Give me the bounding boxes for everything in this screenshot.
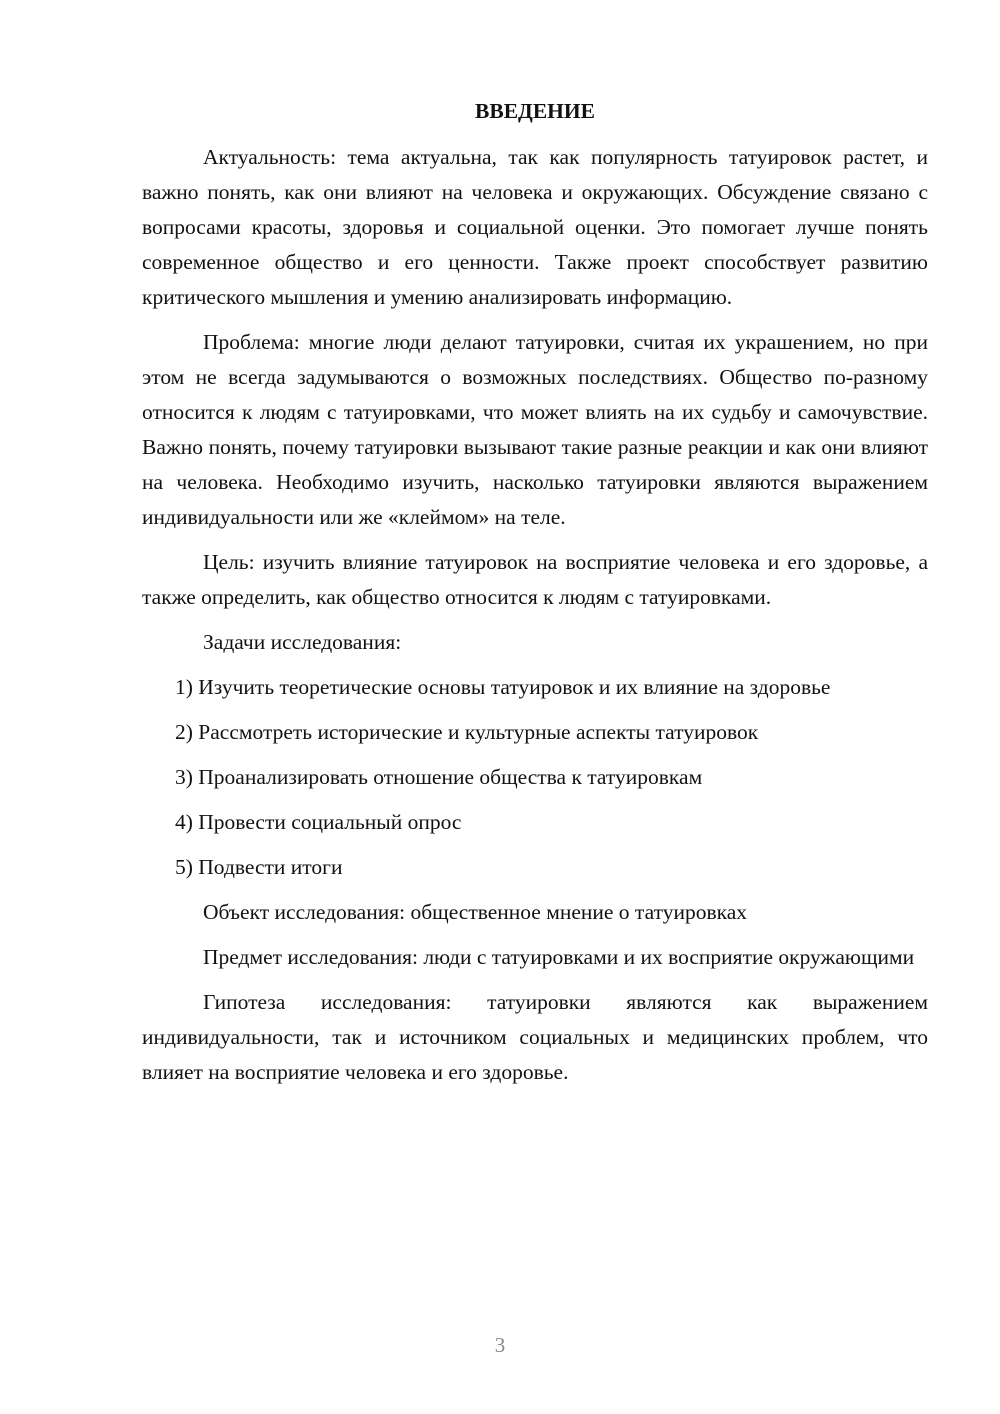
task-item-1: 1) Изучить теоретические основы татуировок и их влияние на здоровье <box>175 675 831 699</box>
hypothesis-paragraph: Гипотеза исследования: татуировки являются как выражением индивидуальности, так и источником социальных и медицинских проблем, что влияет на восприятие человека и его здоровье. <box>142 990 928 1084</box>
task-item-5: 5) Подвести итоги <box>175 855 343 879</box>
task-item-4: 4) Провести социальный опрос <box>175 810 462 834</box>
subject-paragraph: Предмет исследования: люди с татуировками и их восприятие окружающими <box>203 945 915 969</box>
page-number: 3 <box>494 1333 506 1357</box>
relevance-paragraph: Актуальность: тема актуальна, так как популярность татуировок растет, и важно понять, как они влияют на человека и окружающих. Обсуждение связано с вопросами красоты, здоровья и социальной оценки. Это помогает лучше понять современное общество и его ценности. Также проект способствует развитию критического мышления и умению анализировать информацию. <box>142 145 928 309</box>
object-paragraph: Объект исследования: общественное мнение о татуировках <box>203 900 748 924</box>
page-title: ВВЕДЕНИЕ <box>475 99 595 123</box>
task-item-3: 3) Проанализировать отношение общества к татуировкам <box>175 765 703 789</box>
problem-paragraph: Проблема: многие люди делают татуировки, считая их украшением, но при этом не всегда задумываются о возможных последствиях. Общество по-разному относится к людям с татуировками, что может влиять на их судьбу и самочувствие. Важно понять, почему татуировки вызывают такие разные реакции и как они влияют на человека. Необходимо изучить, насколько татуировки являются выражением индивидуальности или же «клеймом» на теле. <box>142 330 928 529</box>
task-item-2: 2) Рассмотреть исторические и культурные аспекты татуировок <box>175 720 759 744</box>
tasks-heading: Задачи исследования: <box>203 630 402 654</box>
document-page <box>142 94 928 1100</box>
goal-paragraph: Цель: изучить влияние татуировок на восприятие человека и его здоровье, а также определить, как общество относится к людям с татуировками. <box>142 550 928 609</box>
